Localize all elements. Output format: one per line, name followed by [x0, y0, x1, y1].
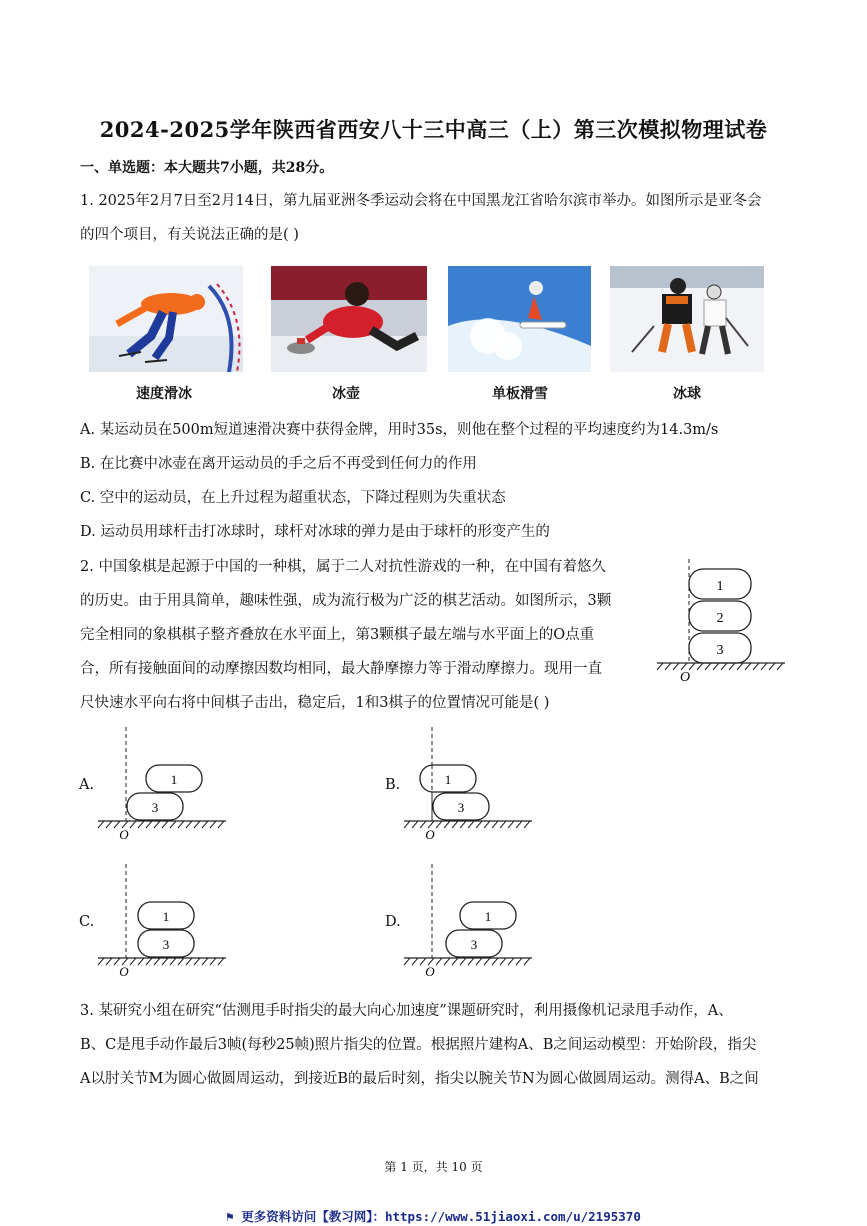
paper-title: 2024-2025学年陕西省西安八十三中高三（上）第三次模拟物理试卷 — [99, 117, 768, 142]
ice-hockey-photo — [610, 266, 764, 372]
q1-stem-line1: 1. 2025年2月7日至2月14日，第九届亚洲冬季运动会将在中国黑龙江省哈尔滨市举办。如图所示是亚冬会 — [80, 193, 762, 209]
q1-option-a: A. 某运动员在500m短道速滑决赛中获得金牌，用时35s，则他在整个过程的平均速度约为14.3m/s — [80, 422, 719, 438]
chess-stack-figure — [655, 555, 790, 685]
svg-text:3: 3 — [162, 937, 170, 952]
q3-stem-line1: 3. 某研究小组在研究“估测甩手时指尖的最大向心加速度”课题研究时，利用摄像机记录甩手动作，A、 — [80, 1003, 733, 1019]
q2-option-a-figure — [94, 727, 234, 847]
svg-text:1: 1 — [170, 772, 178, 787]
q2-option-a-label: A. — [79, 777, 95, 793]
piece-label-2: 2 — [716, 611, 724, 626]
q2-option-c-figure — [94, 864, 234, 984]
svg-text:O: O — [425, 827, 435, 842]
svg-text:1: 1 — [162, 909, 170, 924]
svg-text:O: O — [119, 827, 129, 842]
q3-stem-line3: A以肘关节M为圆心做圆周运动，到接近B的最后时刻，指尖以腕关节N为圆心做圆周运动。测得A、B之间 — [80, 1071, 759, 1087]
section-heading: 一、单选题：本大题共7小题，共28分。 — [80, 160, 334, 176]
caption-snowboard: 单板滑雪 — [492, 386, 548, 402]
q2-stem-line3: 完全相同的象棋棋子整齐叠放在水平面上，第3颗棋子最左端与水平面上的O点重 — [80, 627, 595, 643]
q1-option-c: C. 空中的运动员，在上升过程为超重状态，下降过程则为失重状态 — [80, 490, 506, 506]
q2-stem-line4: 合，所有接触面间的动摩擦因数均相同，最大静摩擦力等于滑动摩擦力。现用一直 — [80, 661, 602, 677]
svg-text:3: 3 — [457, 800, 465, 815]
q1-option-d: D. 运动员用球杆击打冰球时，球杆对冰球的弹力是由于球杆的形变产生的 — [80, 524, 550, 540]
q3-stem-line2: B、C是甩手动作最后3帧(每秒25帧)照片指尖的位置。根据照片建构A、B之间运动模型：开始阶段，指尖 — [80, 1037, 757, 1053]
svg-text:O: O — [425, 964, 435, 979]
svg-text:3: 3 — [470, 937, 478, 952]
q2-stem-line5: 尺快速水平向右将中间棋子击出，稳定后，1和3棋子的位置情况可能是( ) — [80, 695, 550, 711]
flag-icon: ⚑ — [226, 1209, 242, 1224]
q2-stem-line1: 2. 中国象棋是起源于中国的一种棋，属于二人对抗性游戏的一种，在中国有着悠久 — [80, 559, 606, 575]
svg-text:O: O — [119, 964, 129, 979]
q2-stem-line2: 的历史。由于用具简单，趣味性强，成为流行极为广泛的棋艺活动。如图所示，3颗 — [80, 593, 612, 609]
svg-text:3: 3 — [151, 800, 159, 815]
q2-option-c-label: C. — [79, 914, 95, 930]
page-footer: 第 1 页，共 10 页 — [384, 1160, 483, 1174]
svg-text:1: 1 — [484, 909, 492, 924]
speed-skating-photo — [89, 266, 243, 372]
caption-ice-hockey: 冰球 — [673, 386, 701, 402]
piece-label-1: 1 — [716, 579, 724, 594]
q2-option-d-figure — [400, 864, 540, 984]
curling-photo — [271, 266, 427, 372]
q1-stem-line2: 的四个项目，有关说法正确的是( ) — [80, 227, 299, 243]
q2-option-d-label: D. — [385, 914, 401, 930]
svg-text:1: 1 — [444, 772, 452, 787]
caption-speed-skating: 速度滑冰 — [136, 386, 192, 402]
q2-option-b-label: B. — [385, 777, 401, 793]
snowboard-photo — [448, 266, 591, 372]
caption-curling: 冰壶 — [332, 386, 360, 402]
promo-banner[interactable] — [0, 1207, 867, 1225]
q2-option-b-figure — [400, 727, 540, 847]
q1-option-b: B. 在比赛中冰壶在离开运动员的手之后不再受到任何力的作用 — [80, 456, 477, 472]
banner-text[interactable]: 更多资料访问【教习网】：https://www.51jiaoxi.com/u/2195370 — [241, 1209, 641, 1224]
piece-label-3: 3 — [716, 643, 724, 658]
origin-label: O — [679, 670, 691, 685]
